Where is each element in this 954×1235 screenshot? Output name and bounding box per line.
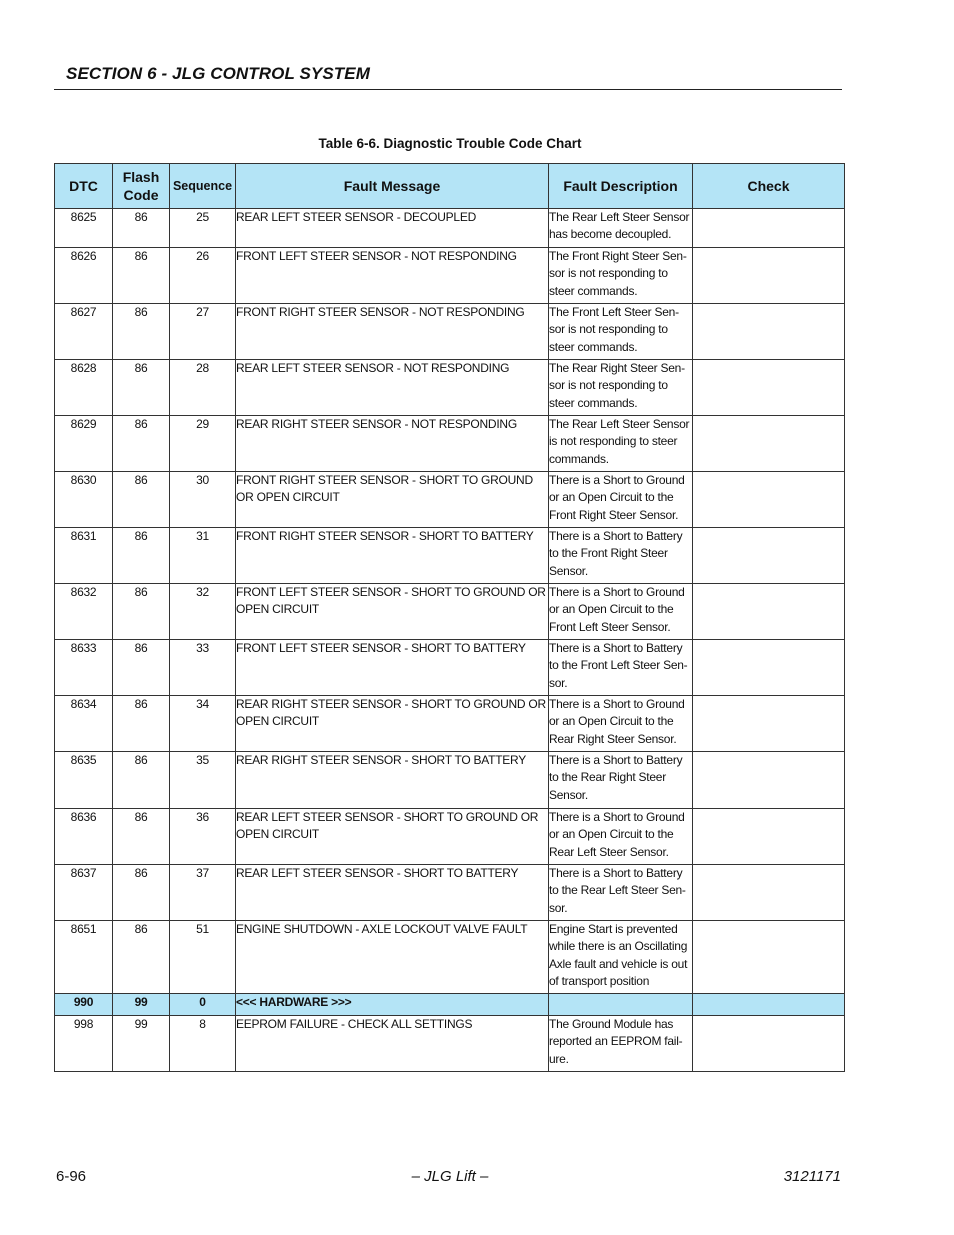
cell-sequence: 30 — [170, 472, 236, 528]
cell-sequence: 37 — [170, 865, 236, 921]
cell-sequence: 27 — [170, 304, 236, 360]
cell-check — [693, 921, 845, 994]
cell-fault-description: There is a Short to Ground or an Open Circuit to the Front Right Steer Sensor. — [549, 472, 693, 528]
cell-dtc: 998 — [55, 1016, 113, 1072]
cell-sequence: 51 — [170, 921, 236, 994]
cell-sequence: 26 — [170, 248, 236, 304]
table-caption: Table 6-6. Diagnostic Trouble Code Chart — [318, 136, 582, 151]
cell-fault-description: The Rear Right Steer Sen-sor is not responding to steer commands. — [549, 360, 693, 416]
cell-fault-description — [549, 994, 693, 1016]
cell-sequence: 35 — [170, 752, 236, 809]
cell-fault-message: REAR LEFT STEER SENSOR - DECOUPLED — [236, 209, 549, 248]
cell-dtc: 8651 — [55, 921, 113, 994]
cell-fault-message: REAR RIGHT STEER SENSOR - NOT RESPONDING — [236, 416, 549, 472]
cell-fault-description: There is a Short to Ground or an Open Circuit to the Rear Left Steer Sensor. — [549, 809, 693, 865]
column-header-check: Check — [693, 164, 845, 209]
cell-sequence: 33 — [170, 640, 236, 696]
cell-fault-message: REAR RIGHT STEER SENSOR - SHORT TO GROUND OR OPEN CIRCUIT — [236, 696, 549, 752]
cell-fault-description: There is a Short to Ground or an Open Circuit to the Front Left Steer Sensor. — [549, 584, 693, 640]
cell-sequence: 28 — [170, 360, 236, 416]
cell-fault-description: There is a Short to Ground or an Open Circuit to the Rear Right Steer Sensor. — [549, 696, 693, 752]
cell-fault-message: REAR RIGHT STEER SENSOR - SHORT TO BATTERY — [236, 752, 549, 809]
cell-dtc: 8634 — [55, 696, 113, 752]
cell-fault-message: REAR LEFT STEER SENSOR - NOT RESPONDING — [236, 360, 549, 416]
cell-flash-code: 86 — [113, 360, 170, 416]
cell-fault-message: FRONT LEFT STEER SENSOR - SHORT TO GROUND OR OPEN CIRCUIT — [236, 584, 549, 640]
cell-flash-code: 86 — [113, 209, 170, 248]
table-row — [55, 921, 845, 994]
cell-fault-description: The Rear Left Steer Sensor is not responding to steer commands. — [549, 416, 693, 472]
cell-check — [693, 752, 845, 809]
cell-check — [693, 209, 845, 248]
cell-dtc: 8632 — [55, 584, 113, 640]
cell-check — [693, 584, 845, 640]
table-row — [55, 360, 845, 416]
cell-flash-code: 86 — [113, 584, 170, 640]
cell-fault-description: Engine Start is prevented while there is an Oscillating Axle fault and vehicle is out of transport position — [549, 921, 693, 994]
cell-sequence: 31 — [170, 528, 236, 584]
cell-flash-code: 86 — [113, 921, 170, 994]
column-header-fault-message: Fault Message — [236, 164, 549, 209]
diagnostic-trouble-code-table — [54, 163, 845, 1072]
cell-fault-message: FRONT RIGHT STEER SENSOR - SHORT TO GROUND OR OPEN CIRCUIT — [236, 472, 549, 528]
cell-check — [693, 472, 845, 528]
cell-fault-description: There is a Short to Battery to the Front Right Steer Sensor. — [549, 528, 693, 584]
cell-flash-code: 86 — [113, 865, 170, 921]
table-row — [55, 584, 845, 640]
cell-fault-description: The Ground Module has reported an EEPROM fail-ure. — [549, 1016, 693, 1072]
table-row — [55, 865, 845, 921]
cell-sequence: 0 — [170, 994, 236, 1016]
table-header-row — [55, 164, 845, 209]
table-row — [55, 528, 845, 584]
cell-check — [693, 809, 845, 865]
cell-dtc: 8627 — [55, 304, 113, 360]
table-row — [55, 209, 845, 248]
table-row — [55, 304, 845, 360]
cell-flash-code: 86 — [113, 696, 170, 752]
cell-check — [693, 360, 845, 416]
table-row — [55, 696, 845, 752]
cell-dtc: 8631 — [55, 528, 113, 584]
cell-check — [693, 1016, 845, 1072]
cell-fault-message: FRONT LEFT STEER SENSOR - SHORT TO BATTERY — [236, 640, 549, 696]
page-number: 6-96 — [56, 1168, 87, 1185]
cell-fault-message: REAR LEFT STEER SENSOR - SHORT TO GROUND OR OPEN CIRCUIT — [236, 809, 549, 865]
footer-brand: – JLG Lift – — [411, 1168, 489, 1185]
cell-sequence: 25 — [170, 209, 236, 248]
cell-check — [693, 416, 845, 472]
cell-fault-description: There is a Short to Battery to the Front Left Steer Sen-sor. — [549, 640, 693, 696]
table-row — [55, 809, 845, 865]
cell-flash-code: 86 — [113, 528, 170, 584]
cell-fault-message: <<< HARDWARE >>> — [236, 994, 549, 1016]
cell-sequence: 34 — [170, 696, 236, 752]
cell-sequence: 32 — [170, 584, 236, 640]
table-row — [55, 1016, 845, 1072]
cell-dtc: 990 — [55, 994, 113, 1016]
cell-check — [693, 640, 845, 696]
cell-fault-message: FRONT LEFT STEER SENSOR - NOT RESPONDING — [236, 248, 549, 304]
cell-flash-code: 99 — [113, 994, 170, 1016]
cell-dtc: 8625 — [55, 209, 113, 248]
table-row — [55, 994, 845, 1016]
document-number: 3121171 — [783, 1168, 841, 1185]
table-row — [55, 416, 845, 472]
cell-fault-message: FRONT RIGHT STEER SENSOR - SHORT TO BATTERY — [236, 528, 549, 584]
column-header-sequence: Sequence — [170, 164, 236, 209]
cell-check — [693, 865, 845, 921]
table-row — [55, 752, 845, 809]
cell-sequence: 8 — [170, 1016, 236, 1072]
cell-flash-code: 86 — [113, 640, 170, 696]
cell-flash-code: 86 — [113, 809, 170, 865]
cell-fault-description: The Front Right Steer Sen-sor is not responding to steer commands. — [549, 248, 693, 304]
cell-fault-description: The Front Left Steer Sen-sor is not responding to steer commands. — [549, 304, 693, 360]
cell-check — [693, 994, 845, 1016]
table-row — [55, 640, 845, 696]
header-rule — [54, 89, 842, 90]
cell-flash-code: 86 — [113, 752, 170, 809]
cell-dtc: 8637 — [55, 865, 113, 921]
cell-dtc: 8635 — [55, 752, 113, 809]
column-header-flash-code: Flash Code — [113, 164, 170, 209]
cell-fault-description: There is a Short to Battery to the Rear Left Steer Sen-sor. — [549, 865, 693, 921]
cell-dtc: 8626 — [55, 248, 113, 304]
cell-flash-code: 86 — [113, 304, 170, 360]
cell-fault-message: EEPROM FAILURE - CHECK ALL SETTINGS — [236, 1016, 549, 1072]
cell-check — [693, 696, 845, 752]
table-row — [55, 472, 845, 528]
cell-check — [693, 304, 845, 360]
cell-dtc: 8630 — [55, 472, 113, 528]
cell-dtc: 8628 — [55, 360, 113, 416]
column-header-fault-description: Fault Description — [549, 164, 693, 209]
cell-sequence: 29 — [170, 416, 236, 472]
cell-sequence: 36 — [170, 809, 236, 865]
cell-check — [693, 248, 845, 304]
cell-fault-description: There is a Short to Battery to the Rear Right Steer Sensor. — [549, 752, 693, 809]
cell-fault-message: FRONT RIGHT STEER SENSOR - NOT RESPONDING — [236, 304, 549, 360]
cell-dtc: 8629 — [55, 416, 113, 472]
cell-flash-code: 99 — [113, 1016, 170, 1072]
cell-fault-description: The Rear Left Steer Sensor has become decoupled. — [549, 209, 693, 248]
cell-dtc: 8633 — [55, 640, 113, 696]
cell-flash-code: 86 — [113, 472, 170, 528]
cell-flash-code: 86 — [113, 416, 170, 472]
column-header-dtc: DTC — [55, 164, 113, 209]
table-row — [55, 248, 845, 304]
cell-flash-code: 86 — [113, 248, 170, 304]
cell-fault-message: ENGINE SHUTDOWN - AXLE LOCKOUT VALVE FAULT — [236, 921, 549, 994]
cell-dtc: 8636 — [55, 809, 113, 865]
cell-fault-message: REAR LEFT STEER SENSOR - SHORT TO BATTERY — [236, 865, 549, 921]
section-title: SECTION 6 - JLG CONTROL SYSTEM — [66, 64, 370, 83]
cell-check — [693, 528, 845, 584]
